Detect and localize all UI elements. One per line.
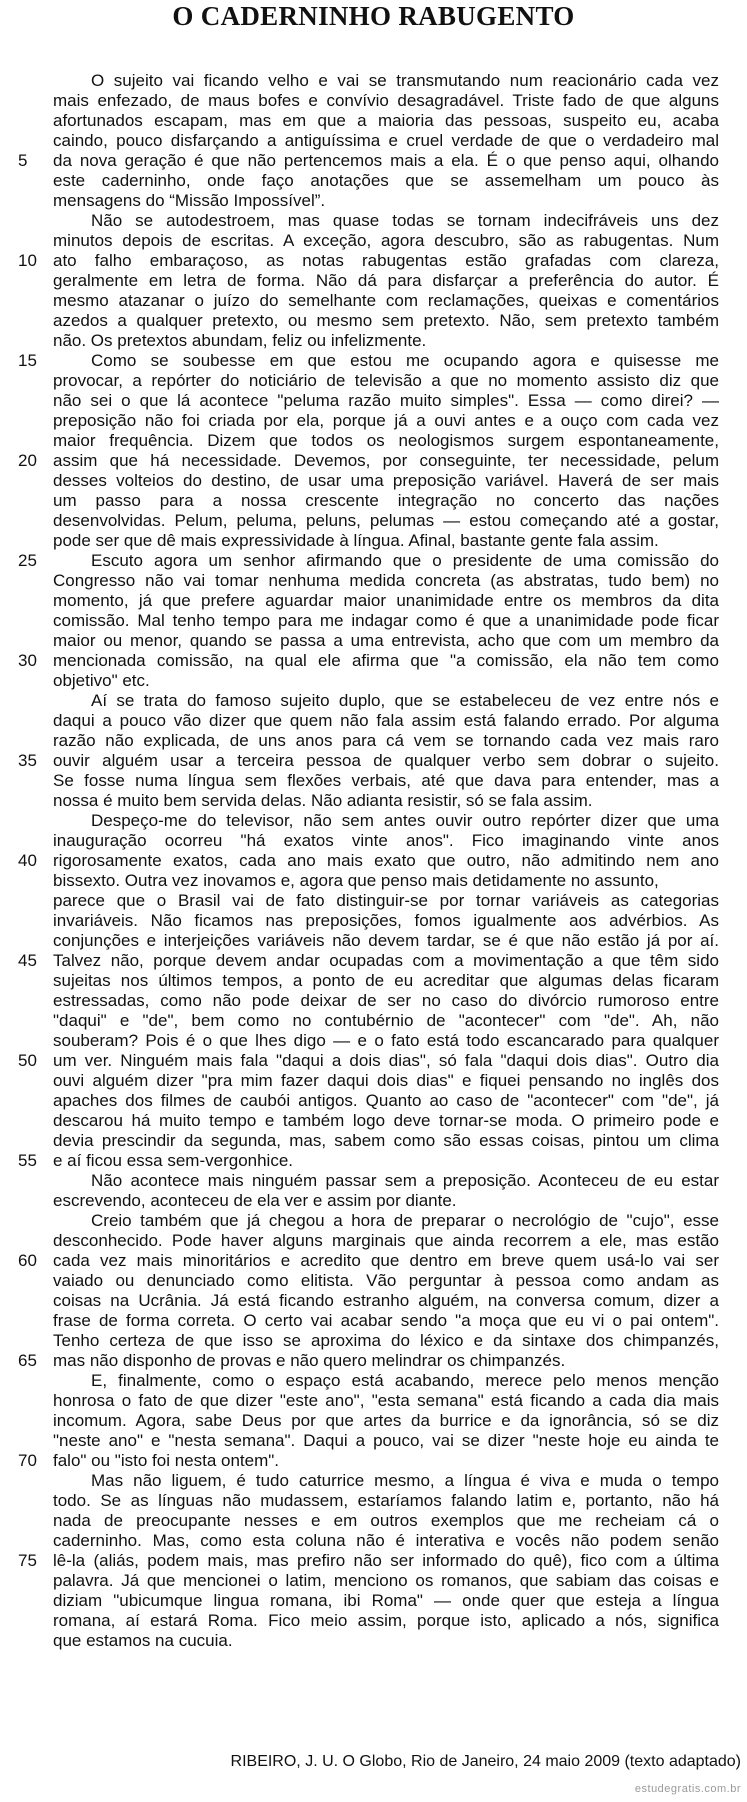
text-line (0, 1111, 747, 1131)
text-line (0, 611, 747, 631)
text-line (0, 1591, 747, 1611)
line-text: e aí ficou essa sem-vergonhice. (53, 1151, 294, 1170)
line-text: sujeitas nos últimos tempos, a ponto de eu acreditar que algumas delas ficaram (53, 971, 719, 990)
line-number: 70 (18, 1451, 37, 1470)
line-text: comissão. Mal tenho tempo para me indagar como é que a unanimidade pode ficar (53, 611, 719, 630)
line-text: romana, aí estará Roma. Fico meio assim, porque isto, aplicado a nós, significa (53, 1611, 719, 1630)
text-line (0, 171, 747, 191)
text-line (0, 891, 747, 911)
line-text: provocar, a repórter do noticiário de televisão a que no momento assisto diz que (53, 371, 719, 390)
text-line (0, 951, 747, 971)
line-text: cada vez mais minoritários e acredito que dentro em breve quem usá-lo vai ser (53, 1251, 719, 1270)
text-line (0, 1291, 747, 1311)
line-text: caderninho. Mas, como esta coluna não é interativa e vocês não podem senão (53, 1531, 719, 1550)
line-text-content: Aí se trata do famoso sujeito duplo, que se estabeleceu de vez entre nós e (91, 691, 719, 710)
line-number: 25 (18, 551, 37, 570)
line-number: 20 (18, 451, 37, 470)
line-number: 75 (18, 1551, 37, 1570)
text-line (0, 1431, 747, 1451)
line-text: daqui a pouco vão dizer que quem não fala assim está falando errado. Por alguma (53, 711, 719, 730)
line-text: todo. Se as línguas não mudassem, estaríamos falando latim e, portanto, não há (53, 1491, 719, 1510)
line-text: maior frequência. Dizem que todos os neologismos surgem espontaneamente, (53, 431, 719, 450)
text-line (0, 851, 747, 871)
line-text: da nova geração é que não pertencemos mais a ela. É o que penso aqui, olhando (53, 151, 719, 170)
text-line (0, 551, 747, 571)
text-line (0, 251, 747, 271)
article-body (0, 71, 747, 1651)
line-text: desses volteios do destino, de usar uma preposição variável. Haverá de ser mais (53, 471, 719, 490)
line-text: geralmente em letra de forma. Não dá para disfarçar a preferência do autor. É (53, 271, 719, 290)
line-text: souberam? Pois é o que lhes digo — e o fato está todo escancarado para qualquer (53, 1031, 719, 1050)
line-text (53, 211, 719, 231)
text-line (0, 591, 747, 611)
text-line (0, 1511, 747, 1531)
line-number: 5 (18, 151, 28, 170)
text-line (0, 191, 747, 211)
text-line (0, 411, 747, 431)
text-line (0, 1031, 747, 1051)
text-line (0, 571, 747, 591)
text-line (0, 331, 747, 351)
line-text: afortunados escapam, mas em que a maioria das pessoas, suspeito eu, acaba (53, 111, 719, 130)
line-text: descarou há muito tempo e também logo deve tornar-se moda. O primeiro pode e (53, 1111, 719, 1130)
text-line (0, 211, 747, 231)
line-text: preposição não foi criada por ela, porque já a ouvi antes e a ouço com cada vez (53, 411, 719, 430)
line-text: inauguração ocorreu "há exatos vinte anos". Fico imaginando vinte anos (53, 831, 719, 850)
text-line (0, 691, 747, 711)
line-number: 35 (18, 751, 37, 770)
line-text: bissexto. Outra vez inovamos e, agora que penso mais detidamente no assunto, (53, 871, 659, 890)
line-text: diziam "ubicumque lingua romana, ibi Roma" — onde quer que esteja a língua (53, 1591, 719, 1610)
line-text: nada de preocupante nesses e em outros exemplos que me recheiam cá o (53, 1511, 719, 1530)
line-text: não sei o que lá acontece "peluma razão muito simples". Essa — como direi? — (53, 391, 719, 410)
line-text: caindo, pouco disfarçando a antiguíssima e cruel verdade de que o verdadeiro mal (53, 131, 719, 150)
line-text: Congresso não vai tomar nenhuma medida concreta (as abstratas, tudo bem) no (53, 571, 719, 590)
line-text-content: Como se soubesse em que estou me ocupando agora e quisesse me (91, 351, 719, 370)
text-line (0, 291, 747, 311)
line-number: 50 (18, 1051, 37, 1070)
line-text: ouvi alguém dizer "pra mim fazer daqui dois dias" e fiquei pensando no inglês dos (53, 1071, 719, 1090)
line-text: momento, já que prefere aguardar maior unanimidade entre os membros da dita (53, 591, 719, 610)
line-text-content: O sujeito vai ficando velho e vai se transmutando num reacionário cada vez (91, 71, 719, 90)
line-text (53, 1211, 719, 1231)
line-text: apaches dos filmes de caubói antigos. Quanto ao caso de "acontecer" com "de", já (53, 1091, 719, 1110)
line-text (53, 811, 719, 831)
text-line (0, 151, 747, 171)
text-line (0, 511, 747, 531)
text-line (0, 991, 747, 1011)
text-line (0, 231, 747, 251)
line-number: 15 (18, 351, 37, 370)
line-text: desenvolvidas. Pelum, peluma, peluns, pelumas — estou começando até a gostar, (53, 511, 719, 530)
text-line (0, 1331, 747, 1351)
line-text (53, 1471, 719, 1491)
line-text: Se fosse numa língua sem flexões verbais, até que dava para entender, mas a (53, 771, 719, 790)
line-text-content: Não acontece mais ninguém passar sem a preposição. Aconteceu de eu estar (91, 1171, 719, 1190)
text-line (0, 431, 747, 451)
text-line (0, 1451, 747, 1471)
line-text (53, 551, 719, 571)
line-text: coisas na Ucrânia. Já está ficando estranho alguém, na conversa comum, dizer a (53, 1291, 719, 1310)
text-line (0, 831, 747, 851)
text-line (0, 131, 747, 151)
line-text-content: Escuto agora um senhor afirmando que o presidente de uma comissão do (91, 551, 719, 570)
text-line (0, 1611, 747, 1631)
line-text: Talvez não, porque devem andar ocupadas com a movimentação a que têm sido (53, 951, 719, 970)
line-text: "daqui" e "de", bem como no contubérnio de "acontecer" com "de". Ah, não (53, 1011, 719, 1030)
text-line (0, 1051, 747, 1071)
text-line (0, 1311, 747, 1331)
line-text-content: Mas não liguem, é tudo caturrice mesmo, a língua é viva e muda o tempo (91, 1471, 719, 1490)
text-line (0, 671, 747, 691)
line-number: 30 (18, 651, 37, 670)
line-text: mesmo atazanar o juízo do semelhante com reclamações, queixas e comentários (53, 291, 719, 310)
line-text: desconhecido. Pode haver alguns marginais que ainda recorrem a ele, mas estão (53, 1231, 719, 1250)
line-text: Tenho certeza de que isso se aproxima do léxico e da sintaxe dos chimpanzés, (53, 1331, 719, 1350)
text-line (0, 731, 747, 751)
text-line (0, 371, 747, 391)
line-text (53, 351, 719, 371)
line-text: honrosa o fato de que dizer "este ano", "esta semana" está ficando a cada dia mais (53, 1391, 719, 1410)
line-number: 40 (18, 851, 37, 870)
line-text: mensagens do “Missão Impossível”. (53, 191, 326, 210)
line-text: mencionada comissão, na qual ele afirma que "a comissão, ela não tem como (53, 651, 719, 670)
line-text: nossa é muito bem servida delas. Não adianta resistir, só se fala assim. (53, 791, 593, 810)
text-line (0, 311, 747, 331)
text-line (0, 1131, 747, 1151)
line-text: minutos depois de escritas. A exceção, agora descubro, são as rabugentas. Num (53, 231, 719, 250)
text-line (0, 1251, 747, 1271)
source-citation: RIBEIRO, J. U. O Globo, Rio de Janeiro, 24 maio 2009 (texto adaptado) (230, 1753, 741, 1770)
text-line (0, 271, 747, 291)
text-line (0, 1391, 747, 1411)
line-text: mas não disponho de provas e não quero melindrar os chimpanzés. (53, 1351, 566, 1370)
line-text (53, 1171, 719, 1191)
line-text: não. Os pretextos abundam, feliz ou infelizmente. (53, 331, 427, 350)
line-text-content: E, finalmente, como o espaço está acabando, merece pelo menos menção (91, 1371, 719, 1390)
text-line (0, 711, 747, 731)
text-line (0, 1171, 747, 1191)
text-line (0, 1011, 747, 1031)
text-line (0, 1411, 747, 1431)
text-line (0, 1631, 747, 1651)
text-line (0, 811, 747, 831)
text-line (0, 1491, 747, 1511)
line-text: maior ou menor, quando se passa a uma entrevista, acho que com um membro da (53, 631, 719, 650)
line-text: palavra. Já que mencionei o latim, menciono os romanos, que sabiam das coisas e (53, 1571, 719, 1590)
line-number: 45 (18, 951, 37, 970)
line-text: parece que o Brasil vai de fato distinguir-se por tornar variáveis as categorias (53, 891, 719, 910)
line-text: conjunções e interjeições variáveis não devem tardar, se é que não estão já por aí. (53, 931, 719, 950)
text-line (0, 631, 747, 651)
line-number: 60 (18, 1251, 37, 1270)
line-text: pode ser que dê mais expressividade à língua. Afinal, bastante gente fala assim. (53, 531, 659, 550)
text-line (0, 1151, 747, 1171)
line-text: devia prescindir da segunda, mas, sabem como são essas coisas, pintou um clima (53, 1131, 719, 1150)
text-line (0, 931, 747, 951)
line-text: vaiado ou denunciado como elitista. Vão perguntar à pessoa como andam as (53, 1271, 719, 1290)
line-text (53, 1371, 719, 1391)
line-text-content: Não se autodestroem, mas quase todas se tornam indecifráveis uns dez (91, 211, 719, 230)
text-line (0, 91, 747, 111)
text-line (0, 1551, 747, 1571)
text-line (0, 651, 747, 671)
text-line (0, 791, 747, 811)
line-number: 65 (18, 1351, 37, 1370)
watermark: estudegratis.com.br (634, 1783, 741, 1795)
text-line (0, 1211, 747, 1231)
line-text: assim que há necessidade. Devemos, por conseguinte, ter necessidade, pelum (53, 451, 719, 470)
text-line (0, 1571, 747, 1591)
line-text-content: Creio também que já chegou a hora de preparar o necrológio de "cujo", esse (91, 1211, 719, 1230)
line-text: invariáveis. Não ficamos nas preposições, fomos igualmente aos advérbios. As (53, 911, 719, 930)
line-text: "neste ano" e "nesta semana". Daqui a pouco, vai se dizer "neste hoje eu ainda te (53, 1431, 719, 1450)
text-line (0, 111, 747, 131)
text-line (0, 451, 747, 471)
text-line (0, 471, 747, 491)
text-line (0, 971, 747, 991)
text-line (0, 871, 747, 891)
text-line (0, 531, 747, 551)
text-line (0, 1351, 747, 1371)
document-title: O CADERNINHO RABUGENTO (172, 1, 575, 31)
text-line (0, 771, 747, 791)
line-text: incomum. Agora, sabe Deus por que artes da burrice e da ignorância, só se diz (53, 1411, 719, 1430)
text-line (0, 1371, 747, 1391)
text-line (0, 1091, 747, 1111)
line-text: um passo para a nossa crescente integração no concerto das nações (53, 491, 719, 510)
text-line (0, 1071, 747, 1091)
line-text: mais enfezado, de maus bofes e convívio desagradável. Triste fado de que alguns (53, 91, 719, 110)
line-text: um ver. Ninguém mais fala "daqui a dois dias", só fala "daqui dois dias". Outro dia (53, 1051, 719, 1070)
line-text: lê-la (aliás, podem mais, mas prefiro não ser informado do quê), fico com a última (53, 1551, 719, 1570)
line-text-content: Despeço-me do televisor, não sem antes ouvir outro repórter dizer que uma (91, 811, 719, 830)
line-text: frase de forma correta. O certo vai acabar sendo "a moça que eu vi o pai ontem". (53, 1311, 719, 1330)
line-text: estressadas, como não pode deixar de ser no caso do divórcio rumoroso entre (53, 991, 719, 1010)
line-text: este caderninho, onde faço anotações que se assemelham um pouco às (53, 171, 719, 190)
line-text: razão não explicada, de uns anos para cá vem se tornando cada vez mais raro (53, 731, 719, 750)
line-text: falo" ou "isto foi nesta ontem". (53, 1451, 280, 1470)
line-text: ouvir alguém usar a terceira pessoa de qualquer verbo sem dobrar o sujeito. (53, 751, 719, 770)
text-line (0, 1471, 747, 1491)
line-text: azedos a qualquer pretexto, ou mesmo sem pretexto. Não, sem pretexto também (53, 311, 719, 330)
text-line (0, 1531, 747, 1551)
text-line (0, 71, 747, 91)
line-text: rigorosamente exatos, cada ano mais exato que outro, não admitindo nem ano (53, 851, 719, 870)
text-line (0, 1231, 747, 1251)
line-text: que estamos na cucuia. (53, 1631, 233, 1650)
text-line (0, 751, 747, 771)
text-line (0, 491, 747, 511)
line-text (53, 691, 719, 711)
line-number: 55 (18, 1151, 37, 1170)
line-text: ato falho embaraçoso, as notas rabugentas estão grafadas com clareza, (53, 251, 719, 270)
text-line (0, 1271, 747, 1291)
text-line (0, 911, 747, 931)
line-text: objetivo" etc. (53, 671, 150, 690)
text-line (0, 391, 747, 411)
line-text: escrevendo, aconteceu de ela ver e assim por diante. (53, 1191, 457, 1210)
line-number: 10 (18, 251, 37, 270)
text-line (0, 1191, 747, 1211)
line-text (53, 71, 719, 91)
text-line (0, 351, 747, 371)
